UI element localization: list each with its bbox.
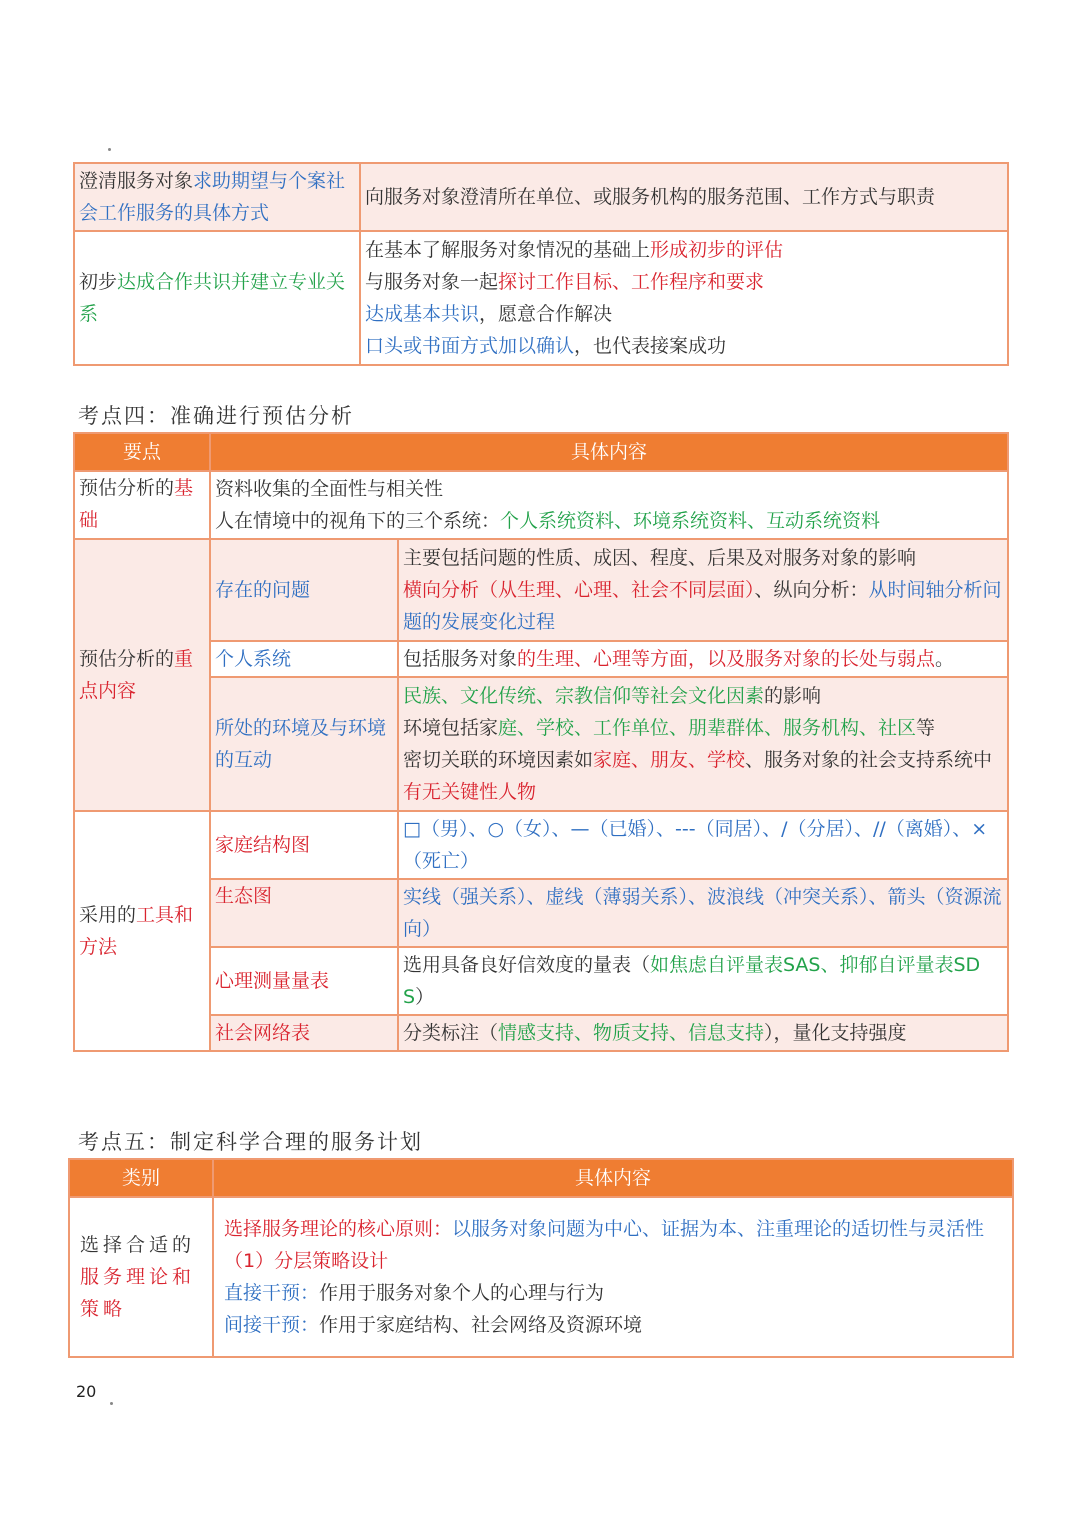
text-run: 作用于服务对象个人的心理与行为 (319, 1282, 605, 1304)
sub-label: 所处的环境及与环境的互动 (210, 677, 398, 811)
intake-table (73, 162, 1009, 366)
text-run: 与服务对象一起 (365, 271, 499, 293)
content-line (365, 298, 1003, 330)
header-col-content: 具体内容 (213, 1159, 1013, 1197)
content-line (365, 234, 1003, 266)
row-content (398, 879, 1008, 947)
text-run: ，愿意合作解决 (479, 303, 613, 325)
service-plan-table (68, 1158, 1014, 1358)
sub-label: 个人系统 (210, 641, 398, 677)
text-run: 情感支持、物质支持、信息支持 (498, 1022, 765, 1044)
text-run: 主要包括问题的性质、成因、程度、后果及对服务对象的影响 (403, 547, 917, 569)
text-run: 密切关联的环境因素如 (403, 749, 594, 771)
content-line (215, 473, 1003, 505)
row-label (74, 231, 360, 365)
text-run: 、纵向分析： (754, 579, 869, 601)
text-run: 澄清服务对象 (79, 170, 194, 192)
text-run: 向服务对象澄清所在单位、或服务机构的服务范围、工作方式与职责 (365, 186, 936, 208)
text-run: 求助期望与个案社会工作服务的具体方式 (79, 170, 346, 224)
header-col-category: 类别 (69, 1159, 213, 1197)
table-row (74, 947, 1008, 1015)
table-row (74, 1015, 1008, 1051)
table-header-row (74, 433, 1008, 471)
content-line (403, 574, 1003, 638)
header-col-content: 具体内容 (210, 433, 1008, 471)
text-run: 口头或书面方式加以确认 (365, 335, 575, 357)
sub-label: 心理测量量表 (210, 947, 398, 1015)
row-content (398, 539, 1008, 641)
table-row (74, 811, 1008, 879)
row-content (398, 677, 1008, 811)
text-run: ，也代表接案成功 (574, 335, 727, 357)
text-run: 在基本了解服务对象情况的基础上 (365, 239, 651, 261)
row-content (398, 1015, 1008, 1051)
row-content (398, 641, 1008, 677)
row-label (74, 811, 210, 1051)
text-run: 达成合作共识并建立专业关系 (79, 271, 346, 325)
text-run: 直接干预： (224, 1282, 320, 1304)
text-run: 的生理、心理等方面，以及服务对象的长处与弱点 (517, 648, 936, 670)
text-run: 达成基本共识 (365, 303, 480, 325)
text-run: 采用的 (79, 904, 137, 926)
table-row (74, 641, 1008, 677)
text-run: 探讨工作目标、工作程序和要求 (498, 271, 765, 293)
row-content (360, 163, 1008, 231)
assessment-table (73, 432, 1009, 1052)
sub-label: 家庭结构图 (210, 811, 398, 879)
text-run: 选用具备良好信效度的量表（ (403, 954, 651, 976)
content-line (403, 744, 1003, 808)
table-row (74, 539, 1008, 641)
text-run: 有无关键性人物 (403, 781, 537, 803)
content-line (224, 1309, 1008, 1341)
row-content (213, 1197, 1013, 1357)
page-dot-top (108, 148, 111, 151)
content-line (403, 813, 1003, 877)
text-run: 预估分析的 (79, 477, 175, 499)
text-run: 横向分析（从生理、心理、社会不同层面） (403, 579, 755, 601)
text-run: 家庭、朋友、学校 (593, 749, 746, 771)
row-label (74, 471, 210, 539)
row-content (360, 231, 1008, 365)
text-run: 环境包括家 (403, 717, 499, 739)
section-title-5: 考点五：制定科学合理的服务计划 (78, 1130, 423, 1154)
content-line (365, 330, 1003, 362)
table-row (74, 471, 1008, 539)
table-row (74, 879, 1008, 947)
text-run: 初步 (79, 271, 118, 293)
content-line (403, 542, 1003, 574)
sub-label: 社会网络表 (210, 1015, 398, 1051)
row-label (69, 1197, 213, 1357)
sub-label: 生态图 (210, 879, 398, 947)
text-run: 重点内容 (79, 648, 194, 702)
text-run: 的影响 (764, 685, 822, 707)
row-label (74, 539, 210, 811)
content-line (403, 712, 1003, 744)
text-run: 作用于家庭结构、社会网络及资源环境 (319, 1314, 643, 1336)
text-run: 基础 (79, 477, 194, 531)
text-run: 如焦虑自评量表SAS、抑郁自评量表SDS (403, 954, 981, 1008)
sub-label: 存在的问题 (210, 539, 398, 641)
row-content (398, 811, 1008, 879)
text-run: 分类标注（ (403, 1022, 499, 1044)
text-run: 实线（强关系）、虚线（薄弱关系）、波浪线（冲突关系）、箭头（资源流向） (403, 886, 1002, 940)
row-content (210, 471, 1008, 539)
text-run: □（男）、○（女）、—（已婚）、---（同居）、/（分居）、//（离婚）、×（死亡） (403, 818, 988, 872)
text-run: 形成初步的评估 (650, 239, 784, 261)
table-row (74, 163, 1008, 231)
text-run: ），量化支持强度 (764, 1022, 907, 1044)
content-line (224, 1245, 1008, 1277)
text-run: 选择服务理论的核心原则： (224, 1218, 453, 1240)
page-number: 20 (76, 1382, 97, 1401)
text-run: 庭、学校、工作单位、朋辈群体、服务机构、社区 (498, 717, 917, 739)
text-run: 选择合适的 (80, 1234, 196, 1256)
content-line (224, 1213, 1008, 1245)
text-run: （1）分层策略设计 (224, 1250, 389, 1272)
content-line (215, 505, 1003, 537)
text-run: 服务理论和策略 (80, 1266, 196, 1320)
text-run: 资料收集的全面性与相关性 (215, 478, 444, 500)
row-content (398, 947, 1008, 1015)
content-line (403, 643, 1003, 675)
section-title-4: 考点四：准确进行预估分析 (78, 404, 354, 428)
page-dot-bottom (110, 1402, 113, 1405)
table-row (74, 677, 1008, 811)
text-run: 、服务对象的社会支持系统中 (745, 749, 993, 771)
text-run: 等 (916, 717, 936, 739)
content-line (403, 949, 1003, 1013)
text-run: 从时间轴分析问题的发展变化过程 (403, 579, 1002, 633)
content-line (403, 881, 1003, 945)
text-run: 以服务对象问题为中心、证据为本、注重理论的适切性与灵活性 (452, 1218, 985, 1240)
table-row (69, 1197, 1013, 1357)
content-line (224, 1277, 1008, 1309)
text-run: 人在情境中的视角下的三个系统： (215, 510, 501, 532)
content-line (365, 266, 1003, 298)
content-line (403, 1017, 1003, 1049)
table-row (74, 231, 1008, 365)
row-label (74, 163, 360, 231)
header-col-key-points: 要点 (74, 433, 210, 471)
text-run: 预估分析的 (79, 648, 175, 670)
text-run: 包括服务对象 (403, 648, 518, 670)
text-run: 个人系统资料、环境系统资料、互动系统资料 (500, 510, 881, 532)
text-run: 。 (935, 648, 955, 670)
text-run: 间接干预： (224, 1314, 320, 1336)
text-run: 工具和方法 (79, 904, 194, 958)
content-line (403, 680, 1003, 712)
table-header-row (69, 1159, 1013, 1197)
text-run: 民族、文化传统、宗教信仰等社会文化因素 (403, 685, 765, 707)
text-run: ） (415, 986, 435, 1008)
